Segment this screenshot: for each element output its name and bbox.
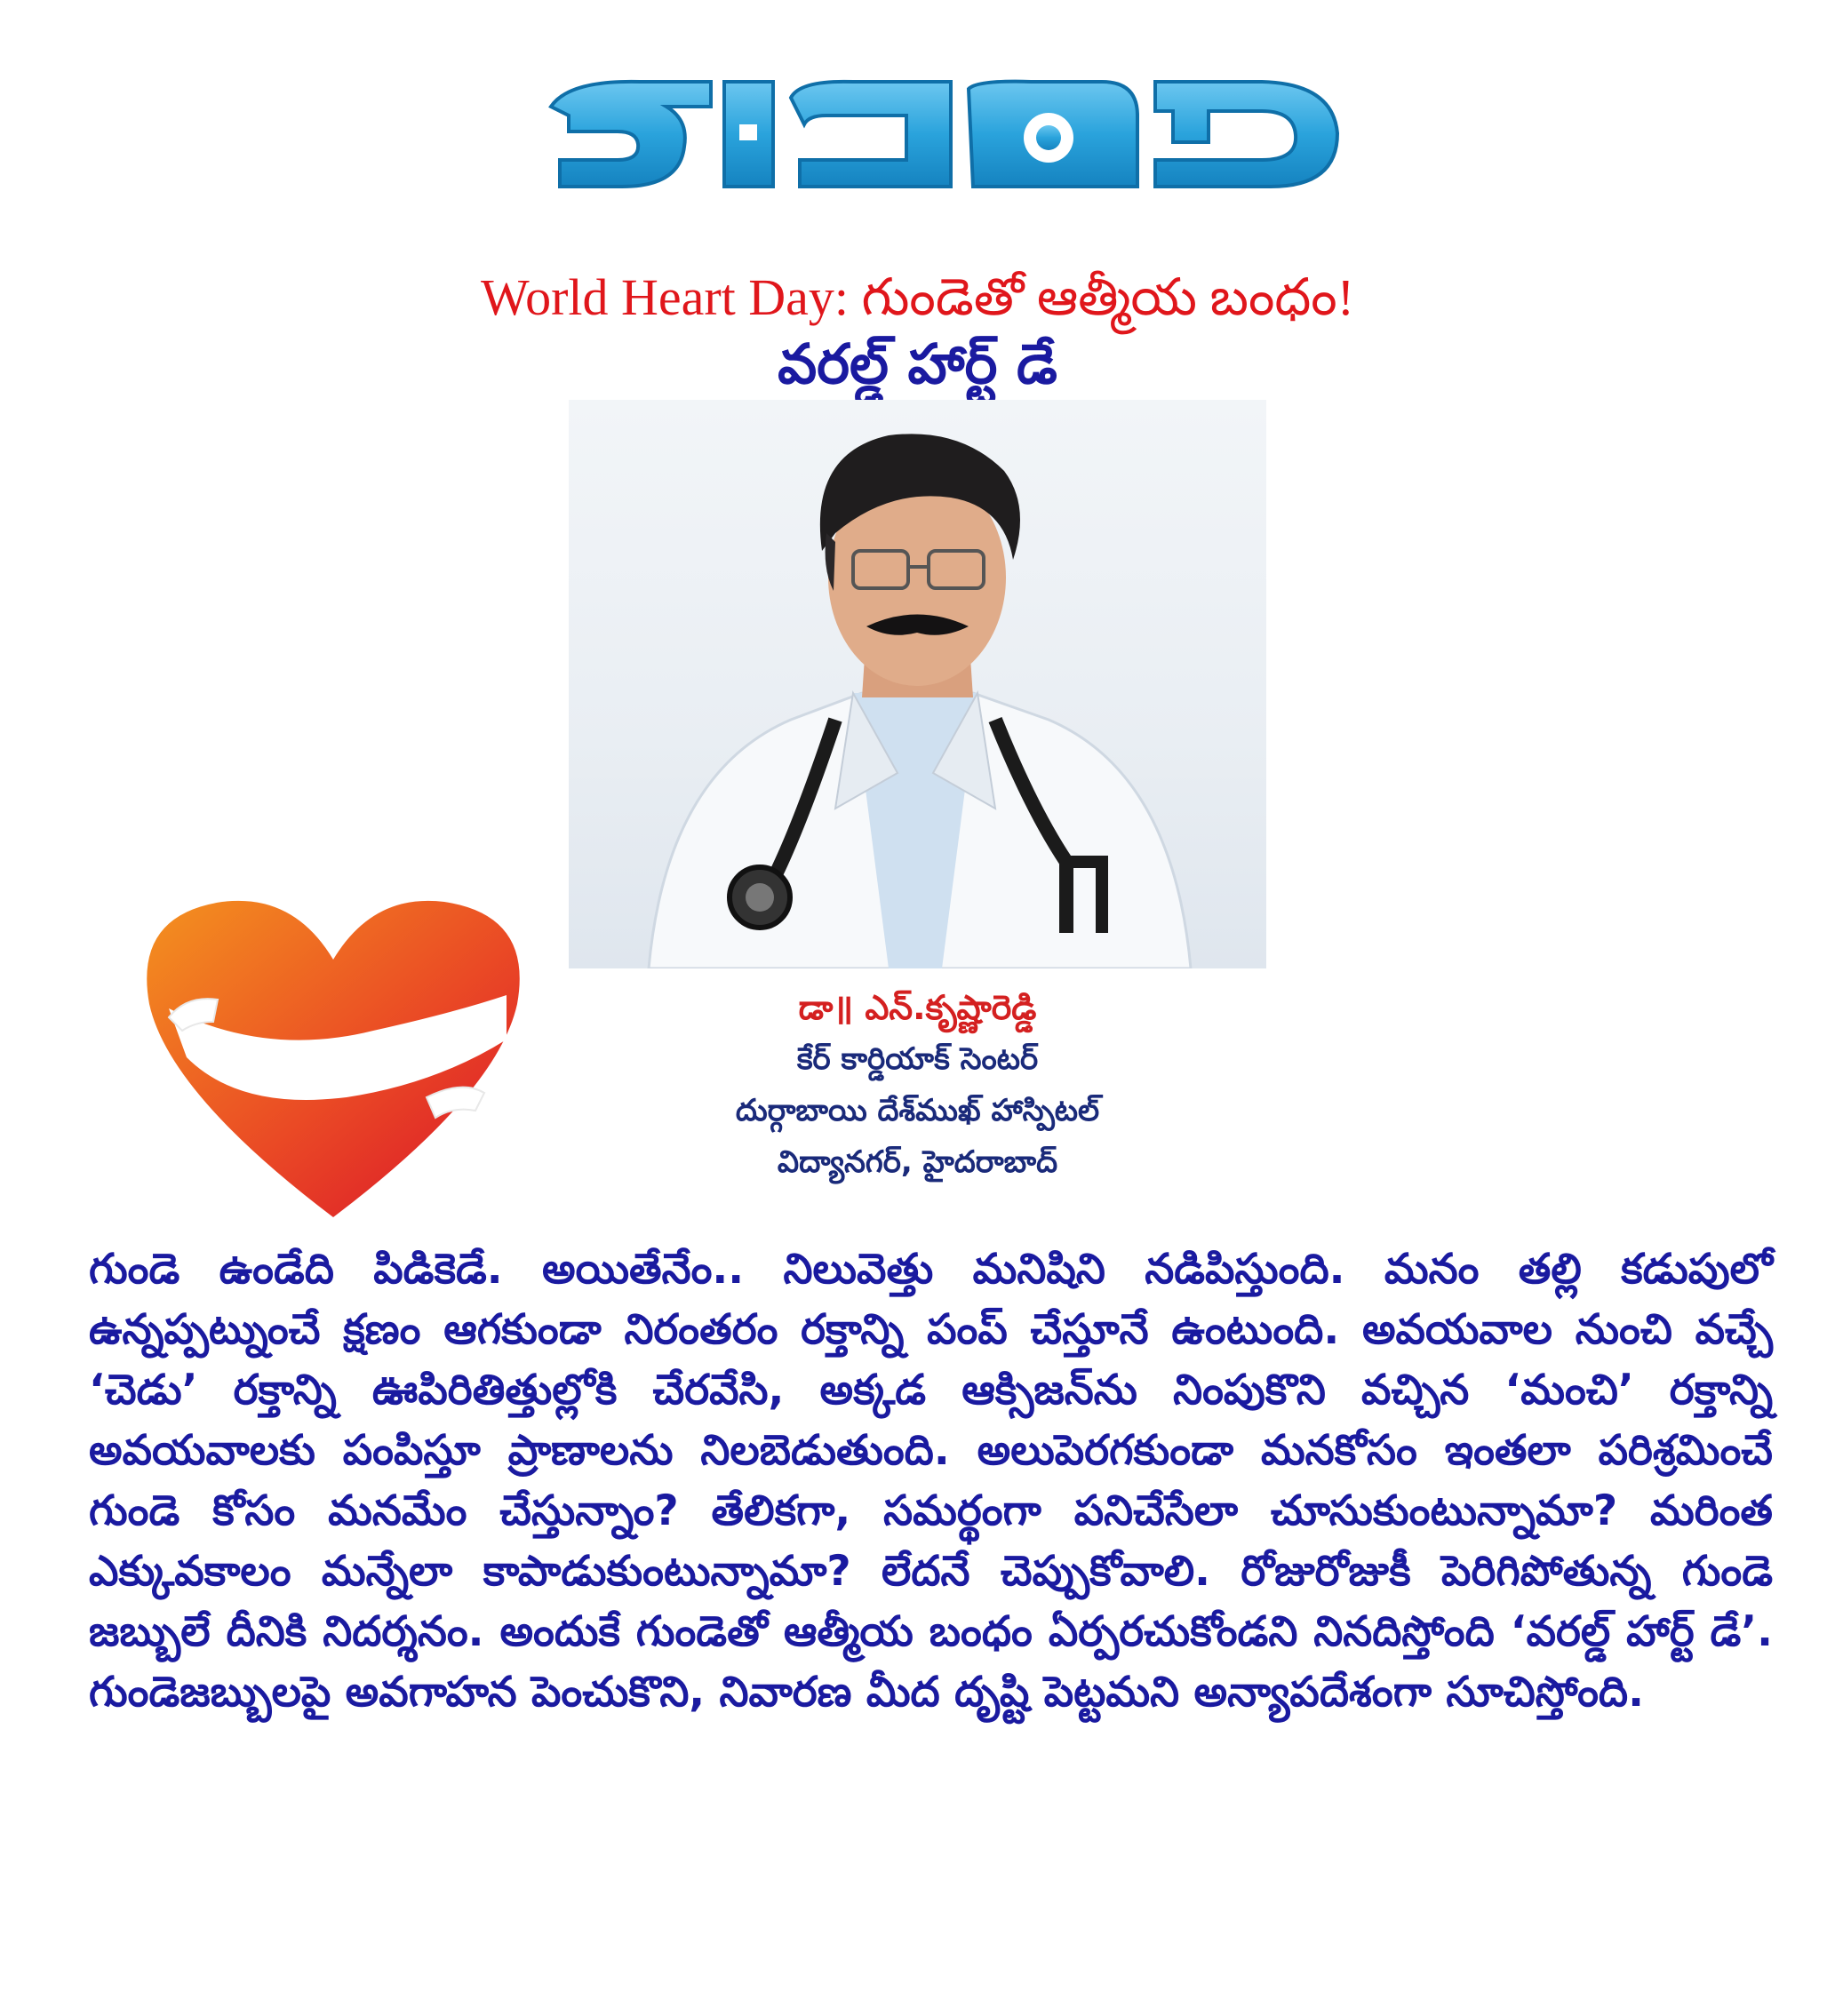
doctor-hospital: దుర్గాబాయి దేశ్‌ముఖ్ హాస్పిటల్ bbox=[735, 1093, 1100, 1128]
doctor-location: విద్యానగర్, హైదరాబాద్ bbox=[777, 1144, 1058, 1180]
doctor-name: డా॥ ఎన్.కృష్ణారెడ్డి bbox=[798, 988, 1037, 1027]
doctor-photo bbox=[569, 400, 1266, 968]
doctor-credit bbox=[569, 982, 1266, 1188]
heart-hug-graphic bbox=[133, 888, 533, 1226]
doctor-department: కేర్ కార్డియాక్ సెంటర్ bbox=[796, 1041, 1039, 1077]
article-body: గుండె ఉండేది పిడికెడే. అయితేనేం.. నిలువెత్తు మనిషిని నడిపిస్తుంది. మనం తల్లి కడుపులో ఉన్నప్పట్నుంచే క్షణం ఆగకుండా నిరంతరం రక్తాన్ని పంప్ చేస్తూనే ఉంటుంది. అవయవాల నుంచి వచ్చే ‘చెడు’ రక్తాన్ని ఊపిరితిత్తుల్లోకి చేరవేసి, అక్కడ ఆక్సిజన్‌ను నింపుకొని వచ్చిన ‘మంచి’ రక్తాన్ని అవయవాలకు పంపిస్తూ ప్రాణాలను నిలబెడుతుంది. అలుపెరగకుండా మనకోసం ఇంతలా పరిశ్రమించే గుండె కోసం మనమేం చేస్తున్నాం? తేలికగా, సమర్థంగా పనిచేసేలా చూసుకుంటున్నామా? మరింత ఎక్కువకాలం మన్నేలా కాపాడుకుంటున్నామా? లేదనే చెప్పుకోవాలి. రోజురోజుకీ పెరిగిపోతున్న గుండె జబ్బులే దీనికి నిదర్శనం. అందుకే గుండెతో ఆత్మీయ బంధం ఏర్పరచుకోండని నినదిస్తోంది ‘వరల్డ్ హార్ట్ డే’. గుండెజబ్బులపై అవగాహన పెంచుకొని, నివారణ మీద దృష్టి పెట్టమని అన్యాపదేశంగా సూచిస్తోంది. bbox=[89, 1245, 1773, 1717]
masthead-logo bbox=[533, 71, 1351, 204]
eenadu-logo bbox=[533, 71, 1351, 204]
headline-subtitle: వరల్డ్ హార్ట్ డే bbox=[778, 331, 1057, 396]
headline-title: World Heart Day: గుండెతో ఆత్మీయ బంధం! bbox=[480, 268, 1355, 326]
